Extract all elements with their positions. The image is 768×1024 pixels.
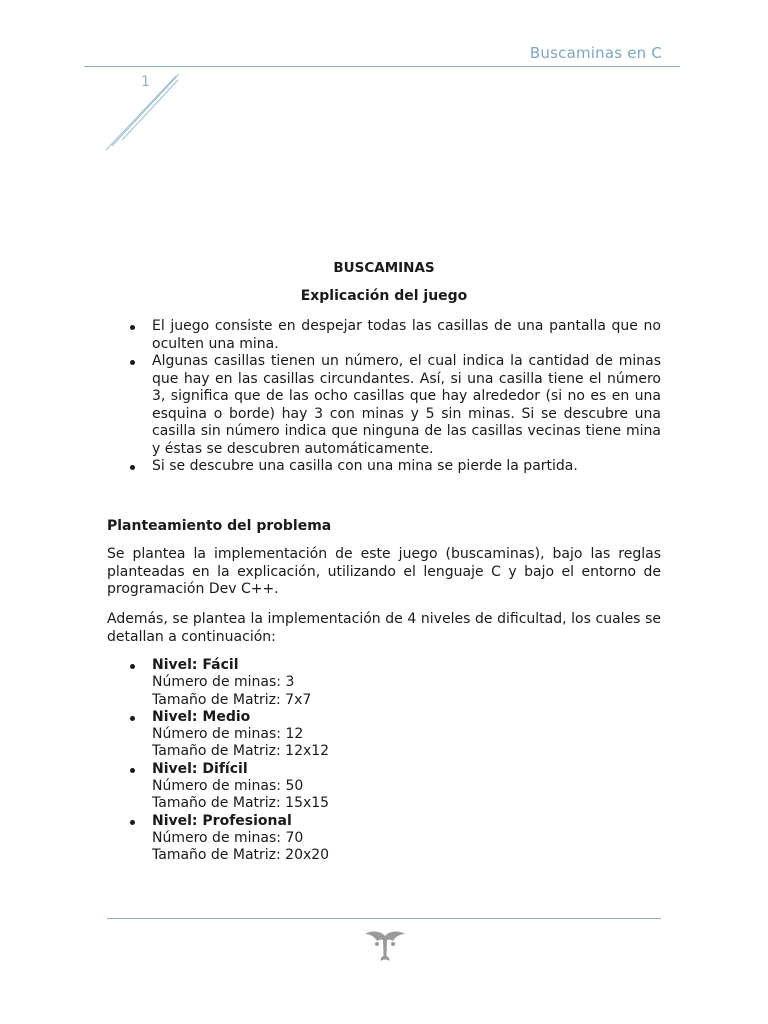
header-rule xyxy=(84,66,680,67)
paragraph: Además, se plantea la implementación de 4 niveles de dificultad, los cuales se detallan a continuación: xyxy=(107,611,661,645)
level-name: Nivel: Profesional xyxy=(152,812,292,829)
level-mines: Número de minas: 12 xyxy=(152,726,304,743)
level-mines: Número de minas: 70 xyxy=(152,829,304,846)
level-item xyxy=(107,761,661,813)
level-item xyxy=(107,813,661,865)
diagonal-lines-icon xyxy=(104,72,184,154)
level-name: Nivel: Difícil xyxy=(152,760,248,777)
level-matrix: Tamaño de Matriz: 20x20 xyxy=(152,847,330,864)
level-matrix: Tamaño de Matriz: 15x15 xyxy=(152,795,330,812)
footer-rule xyxy=(107,918,661,919)
document-subtitle: Explicación del juego xyxy=(300,288,468,304)
level-name: Nivel: Medio xyxy=(152,708,251,725)
level-matrix: Tamaño de Matriz: 7x7 xyxy=(152,691,312,708)
list-item: Algunas casillas tienen un número, el cual indica la cantidad de minas que hay en las casillas circundantes. Así, si una casilla tiene el número 3, significa que de las ocho casillas que hay alrededor (si no es en una esquina o borde) hay 3 con minas y 5 sin minas. Si se descubre una casilla sin número indica que ninguna de las casillas vecinas tiene mina y éstas se descubren automáticamente. xyxy=(107,353,661,458)
page-number: 1 xyxy=(141,74,150,90)
section-heading: Planteamiento del problema xyxy=(107,518,332,534)
list-item: Si se descubre una casilla con una mina se pierde la partida. xyxy=(107,458,661,476)
level-item xyxy=(107,709,661,761)
list-item: El juego consiste en despejar todas las casillas de una pantalla que no oculten una mina. xyxy=(107,318,661,353)
level-matrix: Tamaño de Matriz: 12x12 xyxy=(152,743,330,760)
levels-list xyxy=(107,657,661,865)
explanation-list xyxy=(107,318,661,476)
document-title: BUSCAMINAS xyxy=(333,260,435,276)
paragraph: Se plantea la implementación de este juego (buscaminas), bajo las reglas planteadas en la explicación, utilizando el lenguaje C y bajo el entorno de programación Dev C++. xyxy=(107,546,661,597)
fleuron-icon xyxy=(363,928,407,964)
level-mines: Número de minas: 3 xyxy=(152,674,295,691)
header-title: Buscaminas en C xyxy=(529,44,662,62)
level-mines: Número de minas: 50 xyxy=(152,778,304,795)
level-item xyxy=(107,657,661,709)
level-name: Nivel: Fácil xyxy=(152,657,239,673)
